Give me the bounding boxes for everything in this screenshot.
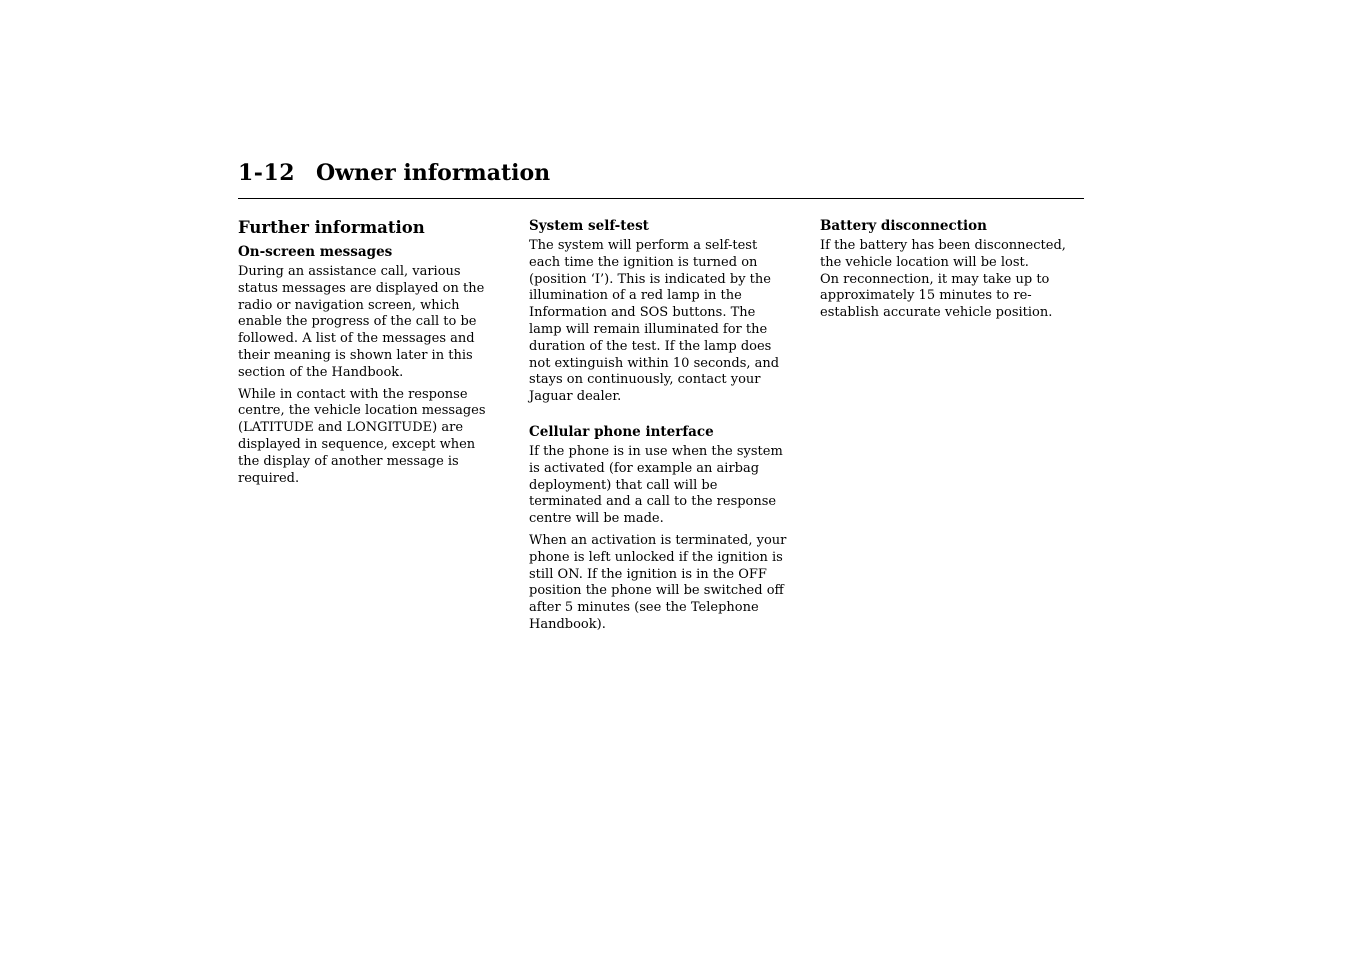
paragraph-status-messages: During an assistance call, various status messages are displayed on the radio or navigation screen, which enable the progress of the call to be followed. A list of the messages and their meaning is shown later in this section of the Handbook.: [238, 264, 485, 380]
paragraph-activation-terminated: When an activation is terminated, your phone is left unlocked if the ignition is still ON. If the ignition is in the OFF position the phone will be switched off after 5 minutes (see the Telephone Handbook).: [529, 532, 787, 632]
paragraph-reconnection: On reconnection, it may take up to approximately 15 minutes to re-establish accurate vehicle position.: [820, 271, 1053, 321]
subheading-battery-disconnection: Battery disconnection: [820, 218, 987, 234]
column-further-information: [238, 217, 500, 492]
paragraph-location-messages: While in contact with the response centre, the vehicle location messages (LATITUDE and LONGITUDE) are displayed in sequence, except when the display of another message is required.: [238, 386, 486, 486]
page-header: [238, 158, 1084, 199]
subheading-system-self-test: System self-test: [529, 218, 649, 234]
page-number: 1-12: [238, 160, 296, 186]
spacer: [529, 411, 791, 423]
paragraph-self-test: The system will perform a self-test each time the ignition is turned on (position ‘I’). This is indicated by the illumination of a red lamp in the Information and SOS buttons. The lamp will remain illuminated for the duration of the test. If the lamp does not extinguish within 10 seconds, and stays on continuously, contact your Jaguar dealer.: [529, 238, 780, 405]
section-title-further-information: Further information: [238, 218, 425, 237]
page-title: Owner information: [316, 160, 551, 186]
subheading-cellular-phone-interface: Cellular phone interface: [529, 423, 714, 440]
subheading-on-screen-messages: On-screen messages: [238, 244, 393, 260]
column-battery-disconnection: [820, 217, 1082, 327]
column-system-self-test: [529, 217, 791, 639]
paragraph-phone-in-use: If the phone is in use when the system is activated (for example an airbag deployment) that call will be terminated and a call to the response centre will be made.: [529, 443, 783, 527]
paragraph-battery-disconnected: If the battery has been disconnected, the vehicle location will be lost.: [820, 238, 1066, 270]
